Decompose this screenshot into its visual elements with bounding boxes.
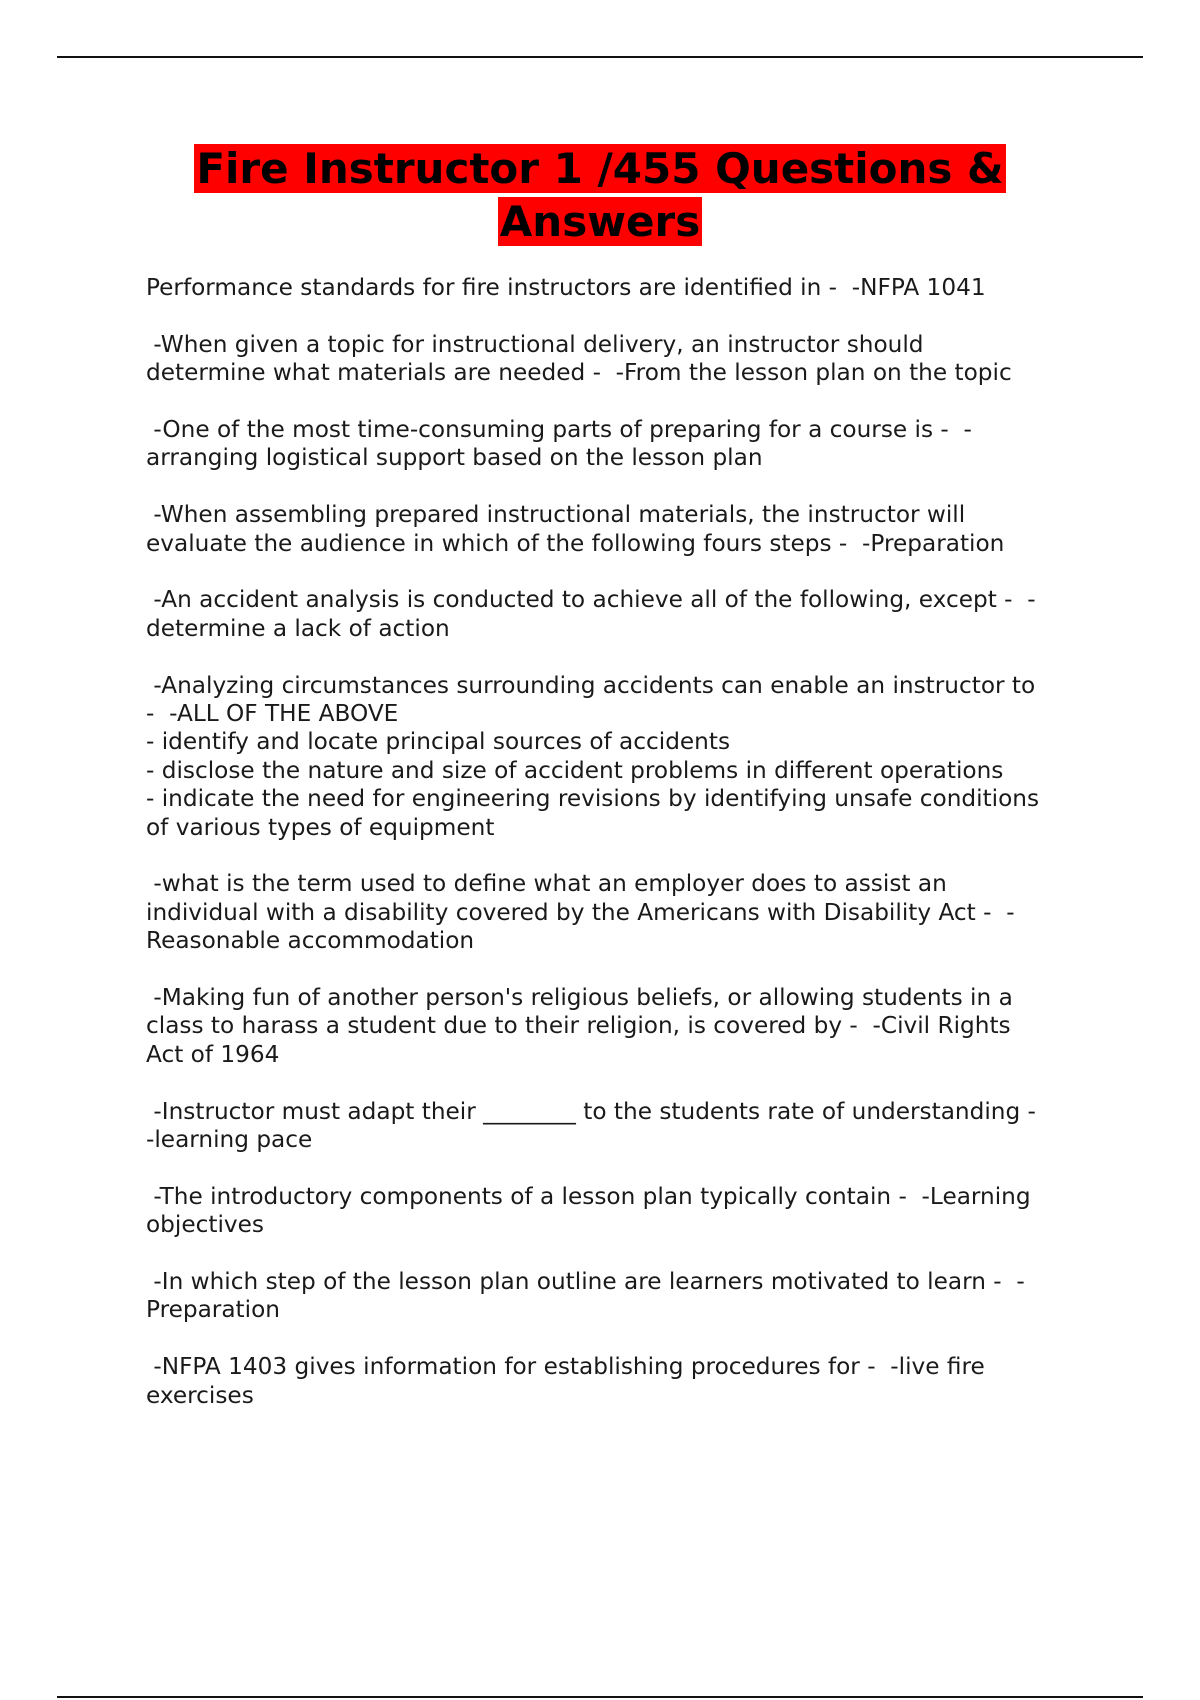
qa-item: -When assembling prepared instructional materials, the instructor will evaluate the audience in which of the following fours steps - -Preparation xyxy=(146,501,1005,557)
qa-item: -An accident analysis is conducted to achieve all of the following, except - - determine a lack of action xyxy=(146,586,1036,642)
document-title xyxy=(100,142,1100,248)
qa-item: Performance standards for fire instructors are identified in - -NFPA 1041 xyxy=(146,274,986,301)
bottom-rule xyxy=(57,1696,1143,1698)
qa-item: -When given a topic for instructional delivery, an instructor should determine what materials are needed - -From the lesson plan on the topic xyxy=(146,330,1012,387)
document-title-line-2: Answers xyxy=(499,197,701,246)
qa-item: -what is the term used to define what an employer does to assist an individual with a disability covered by the Americans with Disability Act - - Reasonable accommodation xyxy=(146,870,1015,955)
qa-item: -In which step of the lesson plan outline are learners motivated to learn - - Preparation xyxy=(146,1268,1025,1324)
top-rule xyxy=(57,56,1143,58)
qa-item: -Instructor must adapt their ________ to the students rate of understanding - -learning pace xyxy=(146,1097,1036,1154)
document-title-line-1: Fire Instructor 1 /455 Questions & xyxy=(196,144,1004,193)
qa-item: -Analyzing circumstances surrounding accidents can enable an instructor to - -ALL OF THE ABOVE - identify and locate principal sources of accidents - disclose the nature and size of accident problems in different operations - indicate the need for engineering revisions by identifying unsafe conditions of various types of equipment xyxy=(146,671,1040,841)
qa-item: -One of the most time-consuming parts of preparing for a course is - - arranging logistical support based on the lesson plan xyxy=(146,416,972,472)
qa-item: -The introductory components of a lesson plan typically contain - -Learning objectives xyxy=(146,1182,1031,1239)
qa-item: -Making fun of another person's religious beliefs, or allowing students in a class to harass a student due to their religion, is covered by - -Civil Rights Act of 1964 xyxy=(146,984,1013,1068)
qa-list xyxy=(146,274,1086,1438)
qa-item: -NFPA 1403 gives information for establishing procedures for - -live fire exercises xyxy=(146,1353,985,1409)
